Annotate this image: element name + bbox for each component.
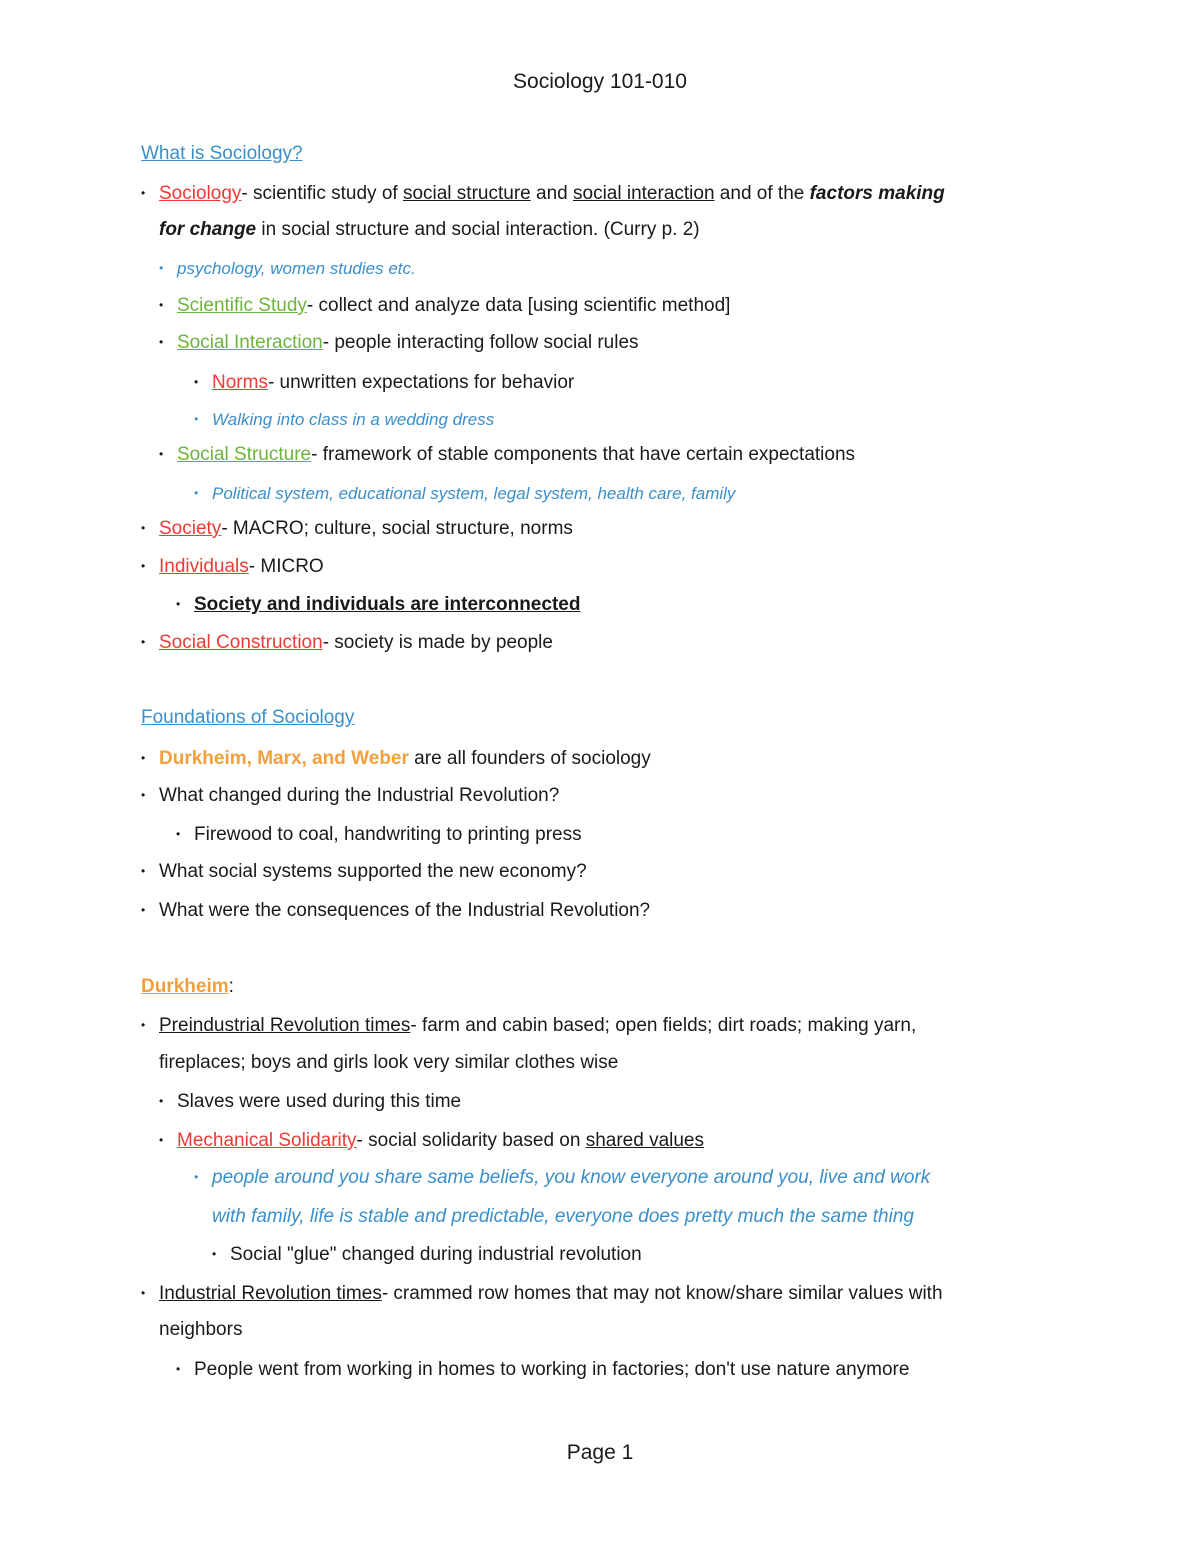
list-item: • Social Construction- society is made by people	[141, 632, 553, 653]
list-item: • What social systems supported the new economy?	[141, 861, 587, 882]
list-item: • Preindustrial Revolution times- farm and cabin based; open fields; dirt roads; making yarn,	[141, 1015, 917, 1036]
bullet-icon: •	[194, 375, 199, 389]
list-item: • people around you share same beliefs, you know everyone around you, live and work	[194, 1167, 931, 1188]
list-item: • Individuals- MICRO	[141, 556, 324, 577]
list-item: • Society and individuals are interconnected	[176, 594, 581, 615]
list-item: • Social Structure- framework of stable components that have certain expectations	[159, 444, 856, 465]
bullet-icon: •	[159, 261, 164, 275]
list-item: • Mechanical Solidarity- social solidarity based on shared values	[159, 1130, 704, 1151]
term-sociology: Sociology	[159, 183, 242, 204]
section-heading-durkheim: Durkheim:	[141, 976, 234, 997]
page-number: Page 1	[566, 1441, 634, 1464]
list-item: • psychology, women studies etc.	[159, 256, 416, 281]
list-item: • Walking into class in a wedding dress	[194, 407, 494, 432]
bullet-icon: •	[212, 1247, 217, 1261]
bullet-icon: •	[159, 335, 164, 349]
bullet-icon: •	[141, 635, 146, 649]
list-item: • Political system, educational system, legal system, health care, family	[194, 481, 735, 506]
bullet-icon: •	[176, 827, 181, 841]
document-title: Sociology 101-010	[513, 70, 687, 93]
bullet-icon: •	[194, 412, 199, 426]
section-heading-foundations: Foundations of Sociology	[141, 707, 355, 728]
list-item: • Social "glue" changed during industrial revolution	[212, 1244, 642, 1265]
list-item: • What were the consequences of the Industrial Revolution?	[141, 900, 651, 921]
bullet-icon: •	[141, 751, 146, 765]
bullet-icon: •	[141, 903, 146, 917]
list-item: • Industrial Revolution times- crammed row homes that may not know/share similar values with	[141, 1283, 943, 1304]
bullet-icon: •	[159, 298, 164, 312]
section-heading-what-is-sociology: What is Sociology?	[141, 143, 303, 164]
list-item: • People went from working in homes to working in factories; don't use nature anymore	[176, 1359, 910, 1380]
bullet-icon: •	[141, 521, 146, 535]
bullet-icon: •	[141, 186, 146, 200]
list-item-continuation: fireplaces; boys and girls look very similar clothes wise	[159, 1052, 619, 1073]
bullet-icon: •	[159, 1133, 164, 1147]
list-item-continuation: with family, life is stable and predictable, everyone does pretty much the same thing	[212, 1206, 914, 1227]
list-item: • Slaves were used during this time	[159, 1091, 462, 1112]
list-item: • Durkheim, Marx, and Weber are all founders of sociology	[141, 748, 651, 769]
list-item-continuation: neighbors	[159, 1319, 243, 1340]
list-item: • Firewood to coal, handwriting to printing press	[176, 824, 582, 845]
bullet-icon: •	[176, 597, 181, 611]
list-item: • Sociology- scientific study of social structure and social interaction and of the factors making	[141, 183, 945, 204]
list-item: • Scientific Study- collect and analyze data [using scientific method]	[159, 295, 731, 316]
bullet-icon: •	[141, 559, 146, 573]
bullet-icon: •	[141, 864, 146, 878]
list-item: • Society- MACRO; culture, social structure, norms	[141, 518, 573, 539]
bullet-icon: •	[141, 1286, 146, 1300]
list-item: • Social Interaction- people interacting follow social rules	[159, 332, 639, 353]
bullet-icon: •	[194, 486, 199, 500]
list-item: • Norms- unwritten expectations for behavior	[194, 372, 575, 393]
bullet-icon: •	[141, 1018, 146, 1032]
bullet-icon: •	[159, 1094, 164, 1108]
list-item: • What changed during the Industrial Revolution?	[141, 785, 560, 806]
list-item-continuation: for change in social structure and social interaction. (Curry p. 2)	[159, 219, 700, 240]
bullet-icon: •	[141, 788, 146, 802]
bullet-icon: •	[194, 1170, 199, 1184]
bullet-icon: •	[176, 1362, 181, 1376]
bullet-icon: •	[159, 447, 164, 461]
